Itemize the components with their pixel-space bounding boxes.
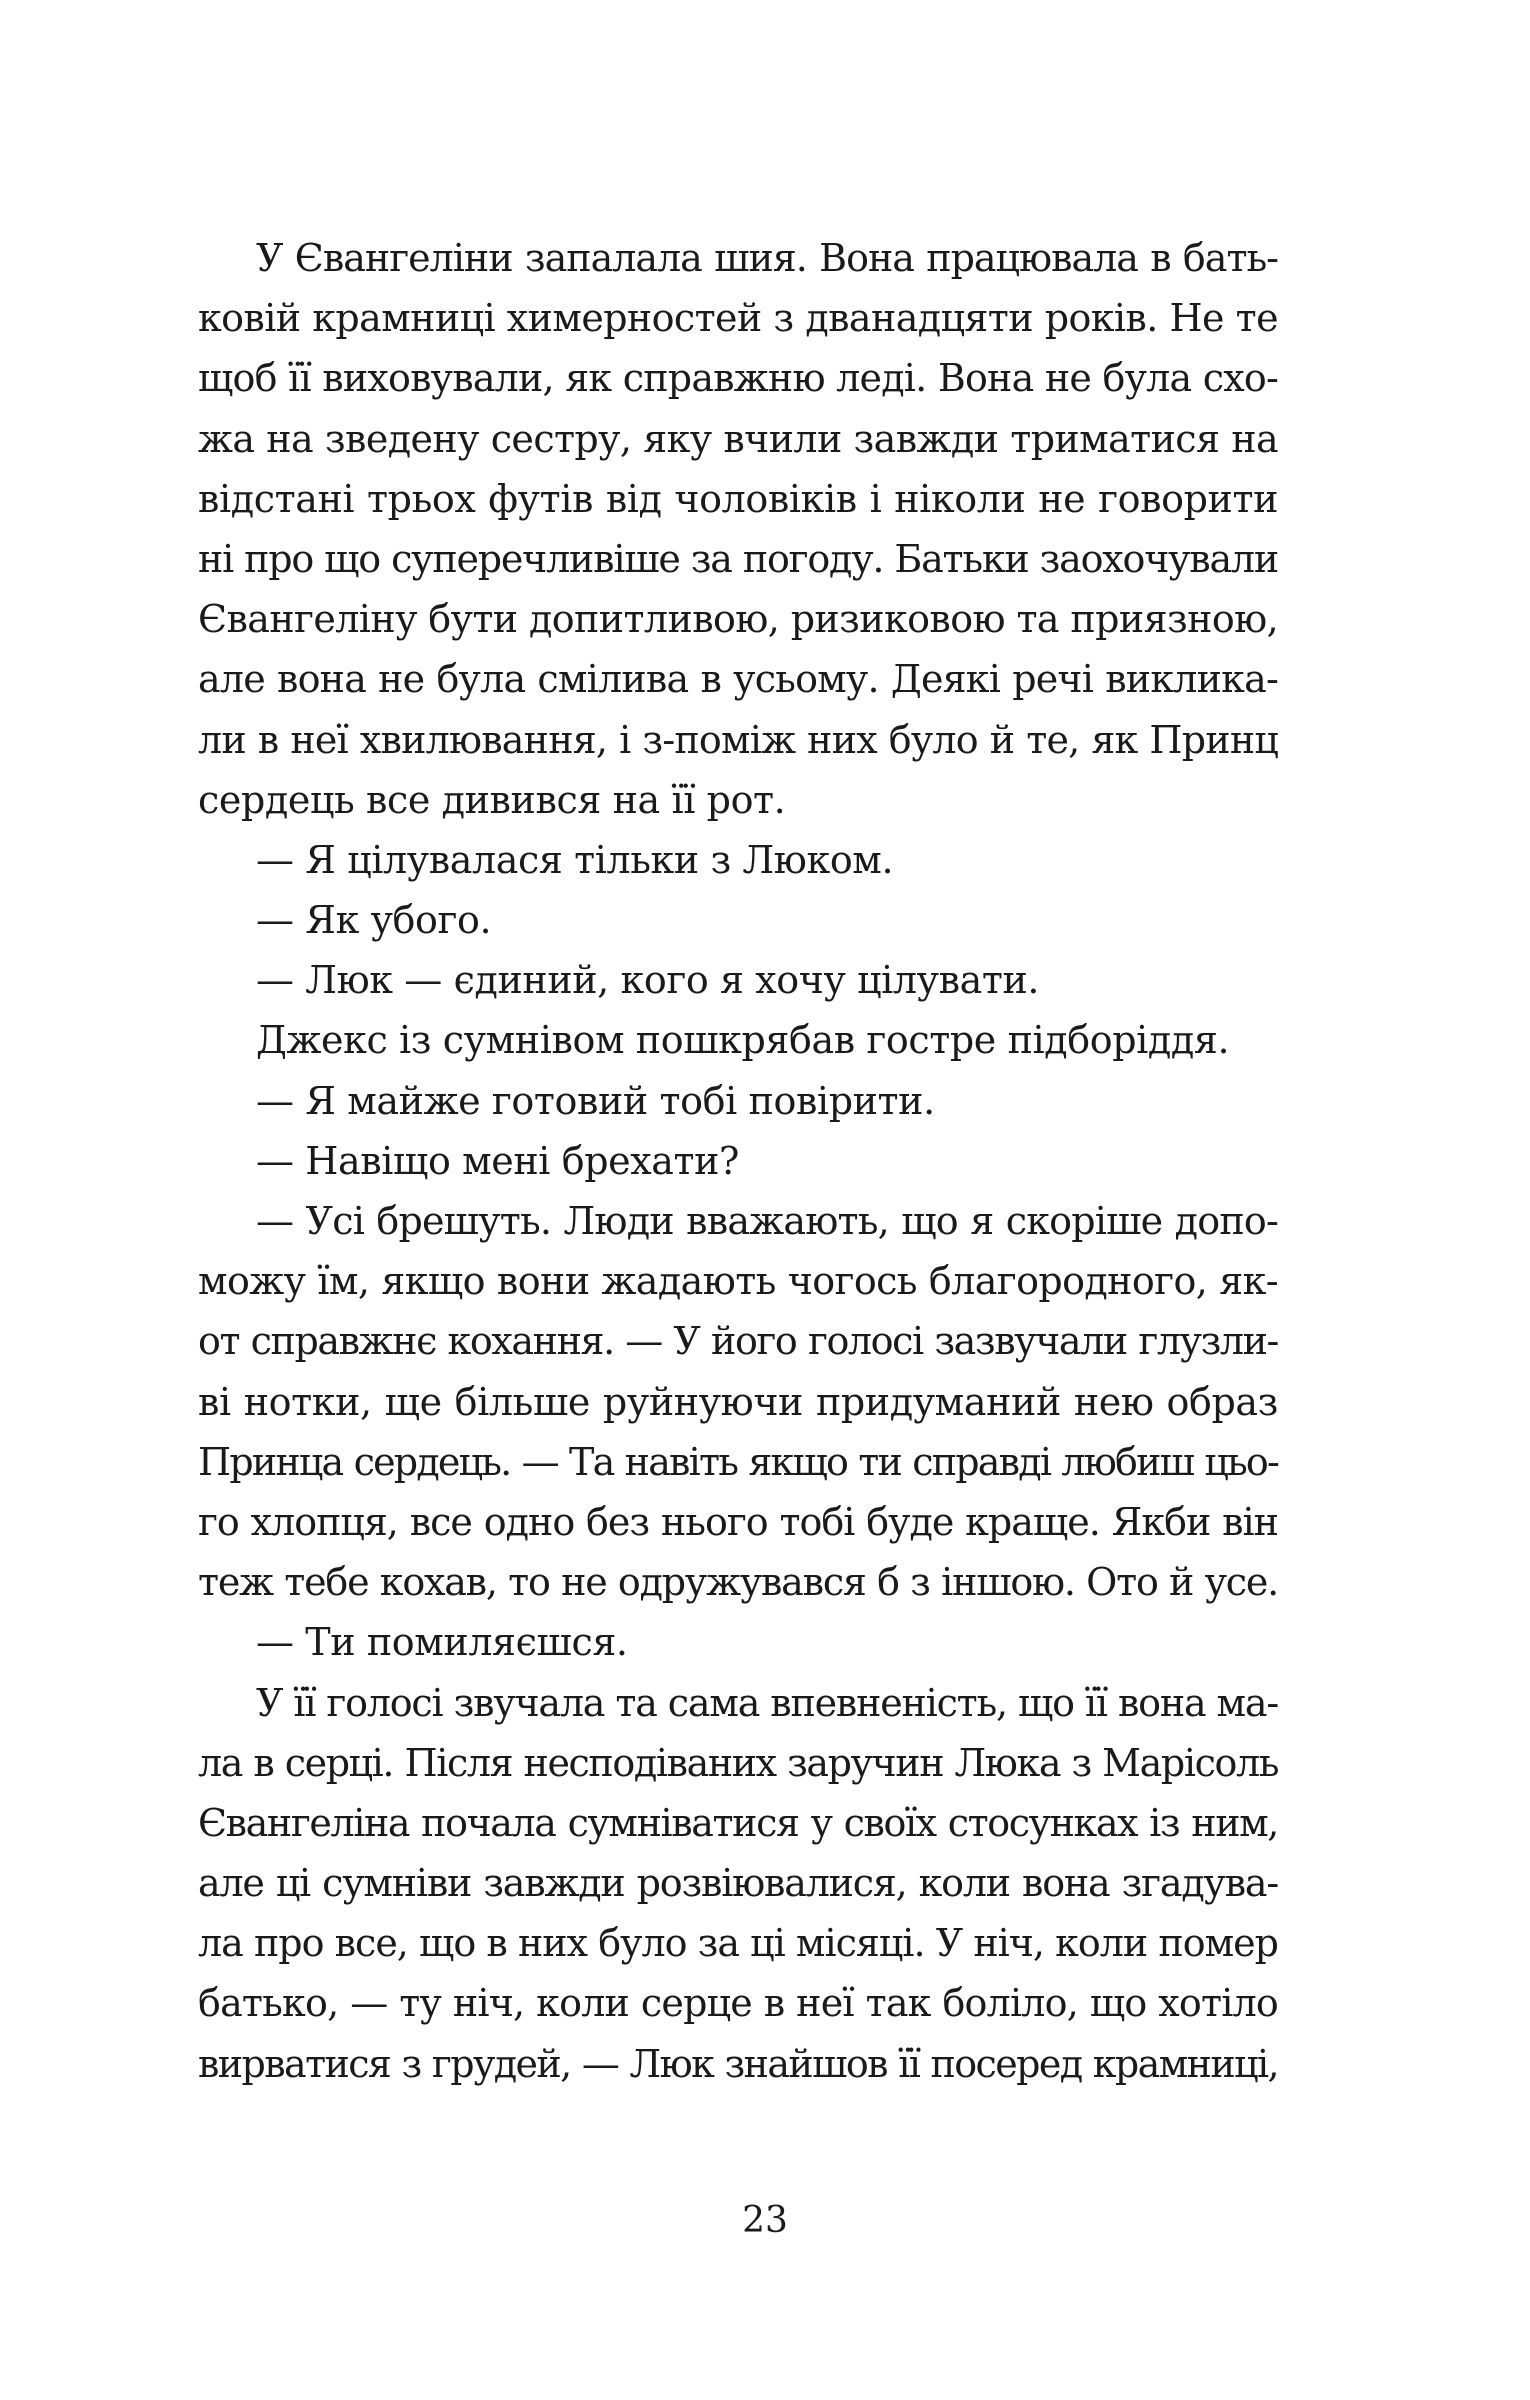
- text-line: жа на зведену сестру, яку вчили завжди триматися на: [198, 416, 1278, 461]
- text-line: ковій крамниці химерностей з дванадцяти років. Не те: [198, 296, 1278, 341]
- text-line: — Я цілувалася тільки з Люком.: [256, 837, 894, 882]
- text-line: ли в неї хвилювання, і з-поміж них було й те, як Принц: [198, 717, 1278, 762]
- page-number: 23: [742, 2200, 788, 2241]
- text-line: але вона не була смілива в усьому. Деякі речі виклика-: [198, 657, 1278, 702]
- text-line: У Євангеліни запалала шия. Вона працювала в бать-: [256, 236, 1278, 280]
- text-line: — Усі брешуть. Люди вважають, що я скоріше допо-: [256, 1199, 1278, 1243]
- text-line: — Люк — єдиний, кого я хочу цілувати.: [256, 958, 1040, 1003]
- text-line: батько, — ту ніч, коли серце в неї так боліло, що хотіло: [198, 1981, 1278, 2026]
- body-text: [198, 228, 1278, 2094]
- text-line: У її голосі звучала та сама впевненість, що її вона ма-: [256, 1680, 1278, 1725]
- text-line: вирватися з грудей, — Люк знайшов її посеред крамниці,: [198, 2041, 1278, 2086]
- text-line: — Я майже готовий тобі повірити.: [256, 1078, 935, 1123]
- text-line: щоб її виховували, як справжню леді. Вона не була схо-: [198, 356, 1278, 401]
- text-line: — Ти помиляєшся.: [256, 1620, 628, 1665]
- text-line: от справжнє кохання. — У його голосі зазвучали глузли-: [198, 1319, 1278, 1364]
- text-line: сердець все дивився на її рот.: [198, 777, 786, 822]
- text-line: відстані трьох футів від чоловіків і ніколи не говорити: [198, 476, 1278, 521]
- text-line: але ці сумніви завжди розвіювалися, коли вона згадува-: [198, 1861, 1278, 1906]
- text-line: го хлопця, все одно без нього тобі буде краще. Якби він: [198, 1499, 1278, 1544]
- text-line: Принца сердець. — Та навіть якщо ти справді любиш цьо-: [198, 1439, 1278, 1484]
- text-line: ні про що суперечливіше за погоду. Батьки заохочували: [198, 536, 1278, 581]
- text-line: ла про все, що в них було за ці місяці. У ніч, коли помер: [198, 1921, 1278, 1966]
- text-line: ві нотки, ще більше руйнуючи придуманий нею образ: [198, 1379, 1278, 1424]
- text-line: Джекс із сумнівом пошкрябав гостре підборіддя.: [256, 1018, 1230, 1063]
- text-line: можу їм, якщо вони жадають чогось благородного, як-: [198, 1259, 1278, 1304]
- text-line: Євангеліну бути допитливою, ризиковою та приязною,: [198, 597, 1279, 642]
- text-line: — Як убого.: [256, 898, 492, 943]
- text-line: ла в серці. Після несподіваних заручин Люка з Марісоль: [198, 1740, 1278, 1785]
- text-line: — Навіщо мені брехати?: [256, 1138, 740, 1183]
- text-line: Євангеліна почала сумніватися у своїх стосунках із ним,: [198, 1800, 1278, 1845]
- text-line: теж тебе кохав, то не одружувався б з іншою. Ото й усе.: [198, 1560, 1278, 1605]
